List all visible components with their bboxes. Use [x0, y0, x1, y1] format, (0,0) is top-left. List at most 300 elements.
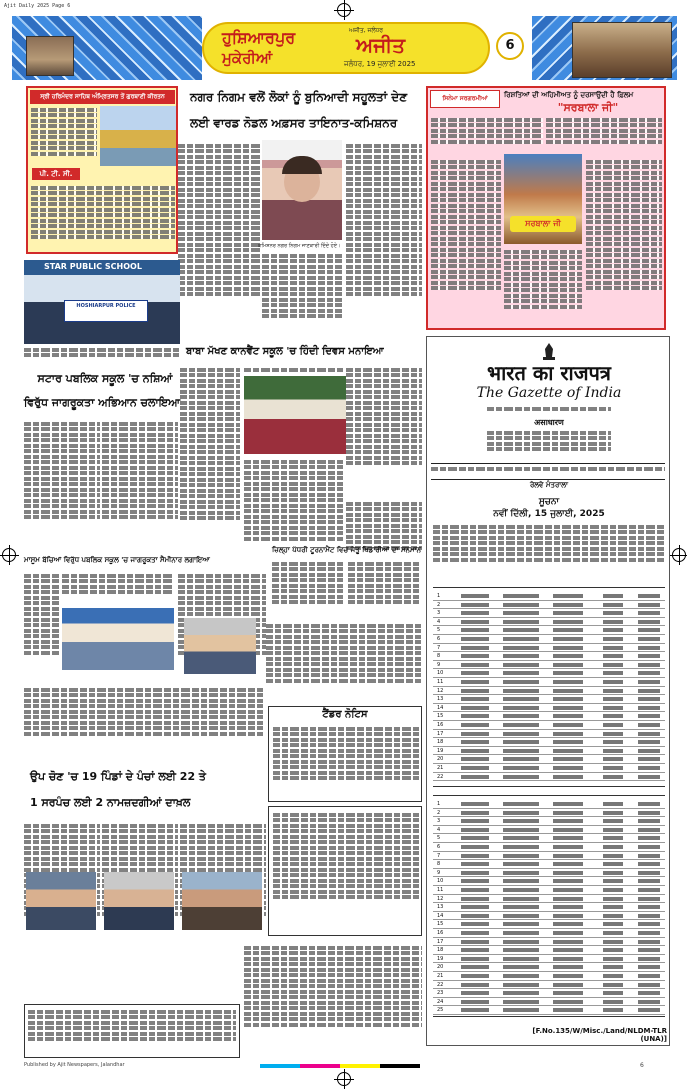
gazette-row-cell [553, 914, 583, 918]
gazette-row-number: 10 [437, 670, 444, 677]
mid-col-1 [272, 560, 344, 620]
gazette-row-cell [461, 948, 489, 952]
gazette-row-cell [603, 766, 623, 770]
gazette-row-number: 20 [437, 964, 444, 971]
gazette-row-cell [461, 671, 489, 675]
gazette-row-number: 6 [437, 844, 441, 850]
gazette-row-cell [638, 836, 660, 840]
gazette-row-number: 18 [437, 947, 444, 954]
gazette-table-row [433, 912, 665, 921]
gazette-row-number: 12 [437, 687, 444, 694]
gazette-row-cell [503, 931, 539, 935]
gazette-row-number: 21 [437, 765, 444, 771]
gazette-table-row [433, 852, 665, 861]
gurbani-tag: ਪੀ. ਟੀ. ਸੀ. [32, 168, 80, 180]
gazette-row-cell [503, 671, 539, 675]
gazette-row-cell [503, 714, 539, 718]
gazette-row-cell [638, 931, 660, 935]
gazette-row-cell [461, 931, 489, 935]
gazette-row-cell [638, 922, 660, 926]
gazette-table-row [433, 687, 665, 696]
footer-color-bar [260, 1064, 420, 1068]
gazette-row-cell [603, 854, 623, 858]
gazette-table-row [433, 955, 665, 964]
gazette-row-cell [461, 802, 489, 806]
gazette-row-number: 8 [437, 861, 441, 868]
gazette-row-cell [603, 723, 623, 727]
gazette-row-cell [603, 931, 623, 935]
golden-temple-photo [100, 106, 176, 166]
drug-col-2 [102, 420, 178, 550]
gazette-row-number: 5 [437, 835, 441, 842]
gazette-row-cell [603, 706, 623, 710]
gazette-row-cell [503, 697, 539, 701]
classified-box [24, 1004, 240, 1058]
gazette-row-cell [603, 680, 623, 684]
gazette-row-cell [461, 965, 489, 969]
gazette-row-cell [553, 663, 583, 667]
gazette-row-cell [638, 819, 660, 823]
gazette-row-cell [638, 948, 660, 952]
gazette-row-cell [603, 897, 623, 901]
gazette-row-number: 12 [437, 895, 444, 902]
movie-col-3 [546, 116, 662, 154]
gazette-row-cell [503, 1008, 539, 1012]
gazette-row-cell [603, 740, 623, 744]
gazette-row-cell [638, 671, 660, 675]
gazette-row-cell [461, 897, 489, 901]
gazette-row-cell [553, 965, 583, 969]
gazette-row-cell [603, 836, 623, 840]
gazette-table-row [433, 669, 665, 678]
gazette-table-row [433, 755, 665, 764]
gazette-row-cell [603, 714, 623, 718]
gazette-row-number: 14 [437, 704, 444, 711]
gazette-table-row [433, 843, 665, 852]
gazette-row-cell [461, 957, 489, 961]
masthead-supplement: ਅਜੀਤ, ਜਲੰਧਰ [349, 27, 384, 34]
gazette-row-cell [461, 646, 489, 650]
gazette-reg-lines [487, 405, 611, 417]
gazette-row-cell [553, 828, 583, 832]
gazette-row-cell [638, 714, 660, 718]
gazette-row-cell [461, 974, 489, 978]
gazette-row-number: 13 [437, 904, 444, 911]
gazette-row-cell [638, 811, 660, 815]
gazette-table-row [433, 635, 665, 644]
gazette-row-cell [603, 819, 623, 823]
gazette-emblem-icon [537, 341, 561, 361]
bottom-col [244, 944, 422, 1054]
gazette-table-row [433, 652, 665, 661]
gazette-row-cell [638, 637, 660, 641]
gazette-row-number: 11 [437, 887, 444, 893]
gazette-table-row [433, 773, 665, 782]
gazette-row-cell [638, 991, 660, 995]
registration-mark-bottom [337, 1072, 351, 1086]
gazette-table-row [433, 989, 665, 998]
gazette-row-number: 21 [437, 973, 444, 979]
mid-headline: ਜ਼ਿਲ੍ਹਾ ਪੱਧਰੀ ਟੂਰਨਾਮੈਂਟ ਵਿਚ ਜੇਤੂ ਖਿਡਾਰੀਆਂ ਦਾ ਸਨਮਾਨ [272, 546, 421, 554]
gazette-row-cell [461, 775, 489, 779]
gazette-box [426, 336, 670, 1046]
gazette-row-number: 6 [437, 636, 441, 642]
gazette-body-text [433, 523, 665, 579]
gazette-row-number: 3 [437, 610, 441, 617]
gazette-table-row [433, 704, 665, 713]
movie-poster [504, 154, 582, 244]
gazette-table-row [433, 817, 665, 826]
gazette-row-cell [638, 646, 660, 650]
movie-col-4 [586, 158, 662, 326]
gazette-row-number: 5 [437, 627, 441, 634]
gazette-row-number: 8 [437, 653, 441, 660]
registration-mark-left [2, 548, 16, 562]
tender-title: ਟੈਂਡਰ ਨੋਟਿਸ [322, 709, 368, 720]
gazette-table-row [433, 678, 665, 687]
gazette-row-cell [461, 905, 489, 909]
gazette-row-cell [603, 620, 623, 624]
gazette-row-cell [461, 991, 489, 995]
gazette-row-cell [503, 775, 539, 779]
gazette-row-cell [461, 871, 489, 875]
gazette-row-cell [553, 594, 583, 598]
masthead-photo-left [26, 36, 74, 76]
gazette-row-cell [638, 1000, 660, 1004]
gazette-table-row [433, 747, 665, 756]
gazette-row-cell [603, 594, 623, 598]
gazette-row-cell [638, 897, 660, 901]
gazette-row-cell [461, 811, 489, 815]
masthead-brand: ਅਜੀਤ [356, 33, 406, 57]
election-headline-1: ਉਪ ਚੋਣ 'ਚ 19 ਪਿੰਡਾਂ ਦੇ ਪੰਚਾਂ ਲਈ 22 ਤੇ [30, 770, 206, 783]
movie-col-1 [431, 116, 543, 154]
gurbani-box [26, 86, 178, 254]
gazette-row-number: 9 [437, 869, 441, 876]
gazette-row-cell [503, 603, 539, 607]
gazette-row-cell [603, 646, 623, 650]
gazette-row-number: 18 [437, 739, 444, 746]
gazette-row-cell [461, 714, 489, 718]
lower-col-4 [24, 686, 264, 750]
gazette-row-cell [603, 914, 623, 918]
gazette-row-cell [503, 871, 539, 875]
gazette-row-cell [553, 948, 583, 952]
gazette-row-cell [461, 654, 489, 658]
gazette-row-cell [461, 819, 489, 823]
gazette-row-cell [553, 620, 583, 624]
gazette-rule-1 [431, 463, 665, 464]
gazette-row-cell [461, 680, 489, 684]
gazette-row-cell [503, 914, 539, 918]
gazette-row-number: 11 [437, 679, 444, 685]
gazette-row-cell [553, 957, 583, 961]
gazette-row-cell [503, 854, 539, 858]
gazette-row-cell [503, 948, 539, 952]
school-headline: ਬਾਬਾ ਮੱਖਣ ਕਾਨਵੈਂਟ ਸਕੂਲ 'ਚ ਹਿੰਦੀ ਦਿਵਸ ਮਨਾਇਆ [186, 346, 384, 357]
gazette-row-cell [603, 888, 623, 892]
gazette-row-number: 22 [437, 981, 444, 988]
main-story-col-2 [262, 252, 342, 338]
gazette-row-cell [461, 749, 489, 753]
gazette-row-cell [603, 802, 623, 806]
election-photo-2 [104, 872, 174, 930]
tender-text [273, 725, 419, 799]
gazette-row-cell [553, 802, 583, 806]
gazette-row-cell [553, 888, 583, 892]
gazette-row-cell [503, 706, 539, 710]
gazette-row-cell [603, 1008, 623, 1012]
gazette-table-1 [433, 587, 665, 787]
gazette-row-cell [503, 905, 539, 909]
gazette-row-cell [461, 940, 489, 944]
gazette-row-cell [638, 611, 660, 615]
masthead-photo-right [572, 22, 672, 78]
gazette-table-row [433, 800, 665, 809]
gazette-row-cell [638, 749, 660, 753]
gazette-table-row [433, 1006, 665, 1015]
gazette-row-cell [503, 802, 539, 806]
gazette-row-cell [603, 905, 623, 909]
gazette-row-cell [503, 740, 539, 744]
tender-box [268, 706, 422, 802]
gazette-row-cell [503, 957, 539, 961]
gazette-row-cell [503, 594, 539, 598]
gazette-row-cell [553, 706, 583, 710]
gazette-row-number: 1 [437, 593, 441, 599]
gazette-row-cell [638, 620, 660, 624]
masthead [12, 16, 677, 80]
election-photo-1 [26, 872, 96, 930]
gazette-row-cell [638, 689, 660, 693]
gazette-table-row [433, 712, 665, 721]
gazette-row-cell [461, 888, 489, 892]
commissioner-photo [262, 140, 342, 240]
gazette-row-cell [603, 871, 623, 875]
gazette-row-cell [553, 637, 583, 641]
gazette-date-line: ਨਵੀਂ ਦਿੱਲੀ, 15 ਜੁਲਾਈ, 2025 [493, 509, 605, 519]
gazette-table-row [433, 981, 665, 990]
gazette-row-cell [603, 957, 623, 961]
movie-title: "ਸਰਬਾਲਾ ਜੀ" [557, 101, 619, 114]
commissioner-hair [282, 156, 322, 174]
mid-col-2 [348, 560, 420, 620]
gazette-table-row [433, 809, 665, 818]
gazette-row-cell [503, 663, 539, 667]
gazette-row-cell [503, 922, 539, 926]
gazette-table-row [433, 834, 665, 843]
gazette-table-row [433, 626, 665, 635]
gazette-row-cell [503, 974, 539, 978]
gazette-row-cell [603, 845, 623, 849]
gazette-row-cell [461, 757, 489, 761]
gazette-row-cell [461, 740, 489, 744]
gazette-row-cell [553, 697, 583, 701]
gazette-title-hindi: भारत का राजपत्र [487, 361, 611, 385]
gazette-row-cell [638, 888, 660, 892]
gazette-row-cell [461, 828, 489, 832]
gazette-row-cell [638, 732, 660, 736]
main-headline-2: ਲਈ ਵਾਰਡ ਨੋਡਲ ਅਫ਼ਸਰ ਤਾਇਨਾਤ-ਕਮਿਸ਼ਨਰ [190, 116, 398, 130]
award-photo [184, 618, 256, 674]
gazette-row-number: 4 [437, 826, 441, 833]
gazette-row-cell [603, 811, 623, 815]
gazette-row-number: 7 [437, 644, 441, 651]
gazette-row-cell [603, 965, 623, 969]
gazette-row-cell [503, 749, 539, 753]
gazette-table-row [433, 938, 665, 947]
gazette-row-number: 2 [437, 601, 441, 608]
gazette-table-row [433, 695, 665, 704]
gazette-row-cell [638, 983, 660, 987]
gazette-row-cell [638, 828, 660, 832]
gazette-row-cell [503, 897, 539, 901]
gazette-table-row [433, 592, 665, 601]
movie-headline: ਰਿਸ਼ਤਿਆਂ ਦੀ ਅਹਿਮੀਅਤ ਨੂੰ ਦਰਸਾਉਂਦੀ ਹੈ ਫ਼ਿਲਮ [504, 91, 634, 99]
gazette-row-cell [603, 654, 623, 658]
gazette-row-cell [553, 757, 583, 761]
gazette-row-cell [553, 766, 583, 770]
gazette-row-cell [461, 603, 489, 607]
gazette-row-cell [638, 845, 660, 849]
gazette-row-cell [503, 819, 539, 823]
gazette-row-cell [603, 1000, 623, 1004]
gazette-row-cell [638, 706, 660, 710]
gazette-row-cell [638, 940, 660, 944]
gazette-row-number: 19 [437, 747, 444, 754]
gazette-row-cell [603, 603, 623, 607]
gazette-row-cell [638, 757, 660, 761]
gazette-row-number: 24 [437, 998, 444, 1005]
gazette-row-cell [553, 836, 583, 840]
gazette-row-cell [603, 757, 623, 761]
gazette-row-cell [553, 628, 583, 632]
gazette-table-row [433, 920, 665, 929]
gazette-row-number: 2 [437, 809, 441, 816]
gazette-row-cell [603, 732, 623, 736]
masthead-date: ਜਲੰਧਰ, 19 ਜੁਲਾਈ 2025 [344, 60, 416, 68]
gazette-row-cell [553, 723, 583, 727]
gazette-row-cell [503, 628, 539, 632]
gazette-row-number: 10 [437, 878, 444, 885]
gazette-row-cell [461, 922, 489, 926]
gazette-row-number: 16 [437, 930, 444, 936]
gazette-row-number: 14 [437, 912, 444, 919]
gazette-row-cell [503, 862, 539, 866]
gazette-row-cell [638, 697, 660, 701]
gazette-row-cell [638, 905, 660, 909]
school-col-3 [346, 366, 422, 496]
commissioner-caption: ਕਮਿਸ਼ਨਰ ਨਗਰ ਨਿਗਮ ਜਾਣਕਾਰੀ ਦਿੰਦੇ ਹੋਏ। [258, 243, 341, 249]
school-group-photo [244, 376, 346, 454]
gazette-row-cell [461, 845, 489, 849]
gazette-row-cell [638, 862, 660, 866]
election-headline-2: 1 ਸਰਪੰਚ ਲਈ 2 ਨਾਮਜ਼ਦਗੀਆਂ ਦਾਖ਼ਲ [30, 796, 191, 809]
movie-col-5 [504, 248, 582, 326]
school-col-2 [244, 366, 344, 376]
gazette-table-row [433, 826, 665, 835]
page-slug: Ajit Daily 2025 Page 6 [4, 3, 71, 9]
gazette-row-number: 25 [437, 1007, 444, 1014]
gazette-row-cell [503, 689, 539, 693]
election-photo-3 [182, 872, 262, 930]
gazette-row-cell [553, 922, 583, 926]
gazette-table-row [433, 963, 665, 972]
gazette-row-cell [553, 879, 583, 883]
movie-box [426, 86, 666, 330]
tender-text-2 [273, 811, 419, 933]
gazette-row-cell [553, 819, 583, 823]
gurbani-text-1 [31, 106, 97, 166]
gazette-row-cell [461, 628, 489, 632]
gazette-row-cell [603, 628, 623, 632]
gazette-row-cell [553, 905, 583, 909]
gazette-row-cell [461, 594, 489, 598]
gazette-row-cell [603, 879, 623, 883]
gazette-row-number: 15 [437, 713, 444, 720]
gazette-row-cell [603, 697, 623, 701]
gazette-table-row [433, 661, 665, 670]
gazette-row-cell [603, 637, 623, 641]
gazette-row-cell [553, 671, 583, 675]
main-story-col-1 [178, 142, 260, 338]
gazette-table-row [433, 721, 665, 730]
gazette-row-cell [638, 957, 660, 961]
page-number-badge: 6 [496, 32, 524, 60]
gazette-row-cell [553, 611, 583, 615]
gurbani-box-header: ਸ੍ਰੀ ਹਰਿਮੰਦਰ ਸਾਹਿਬ ਅੰਮ੍ਰਿਤਸਰ ਤੋਂ ਗੁਰਬਾਣੀ ਕੀਰਤਨ [30, 90, 175, 104]
school-col-1 [180, 366, 240, 566]
gazette-row-cell [503, 723, 539, 727]
gazette-row-number: 22 [437, 773, 444, 780]
gazette-row-cell [638, 775, 660, 779]
gazette-row-cell [603, 749, 623, 753]
notice-column [266, 622, 422, 702]
gazette-row-cell [461, 697, 489, 701]
gazette-row-cell [603, 828, 623, 832]
gazette-row-cell [503, 991, 539, 995]
gazette-row-cell [553, 940, 583, 944]
gazette-row-cell [603, 974, 623, 978]
gazette-row-cell [461, 723, 489, 727]
gurbani-text-2 [31, 184, 175, 250]
gazette-row-cell [553, 854, 583, 858]
gazette-row-cell [553, 714, 583, 718]
gazette-row-cell [638, 594, 660, 598]
gazette-row-cell [603, 983, 623, 987]
gazette-row-number: 23 [437, 990, 444, 997]
gazette-row-cell [503, 732, 539, 736]
gazette-table-row [433, 972, 665, 981]
gazette-row-cell [553, 680, 583, 684]
gazette-row-cell [638, 965, 660, 969]
gazette-row-number: 7 [437, 852, 441, 859]
gazette-table-row [433, 860, 665, 869]
gazette-row-cell [638, 654, 660, 658]
gazette-row-cell [638, 974, 660, 978]
gazette-row-cell [503, 879, 539, 883]
gazette-row-cell [461, 983, 489, 987]
gazette-table-row [433, 886, 665, 895]
main-story-col-3 [346, 142, 422, 338]
gazette-row-cell [638, 603, 660, 607]
gazette-row-cell [503, 680, 539, 684]
gazette-row-cell [503, 646, 539, 650]
gazette-row-cell [461, 1008, 489, 1012]
gazette-row-cell [553, 654, 583, 658]
gazette-row-cell [553, 991, 583, 995]
gazette-row-cell [553, 974, 583, 978]
